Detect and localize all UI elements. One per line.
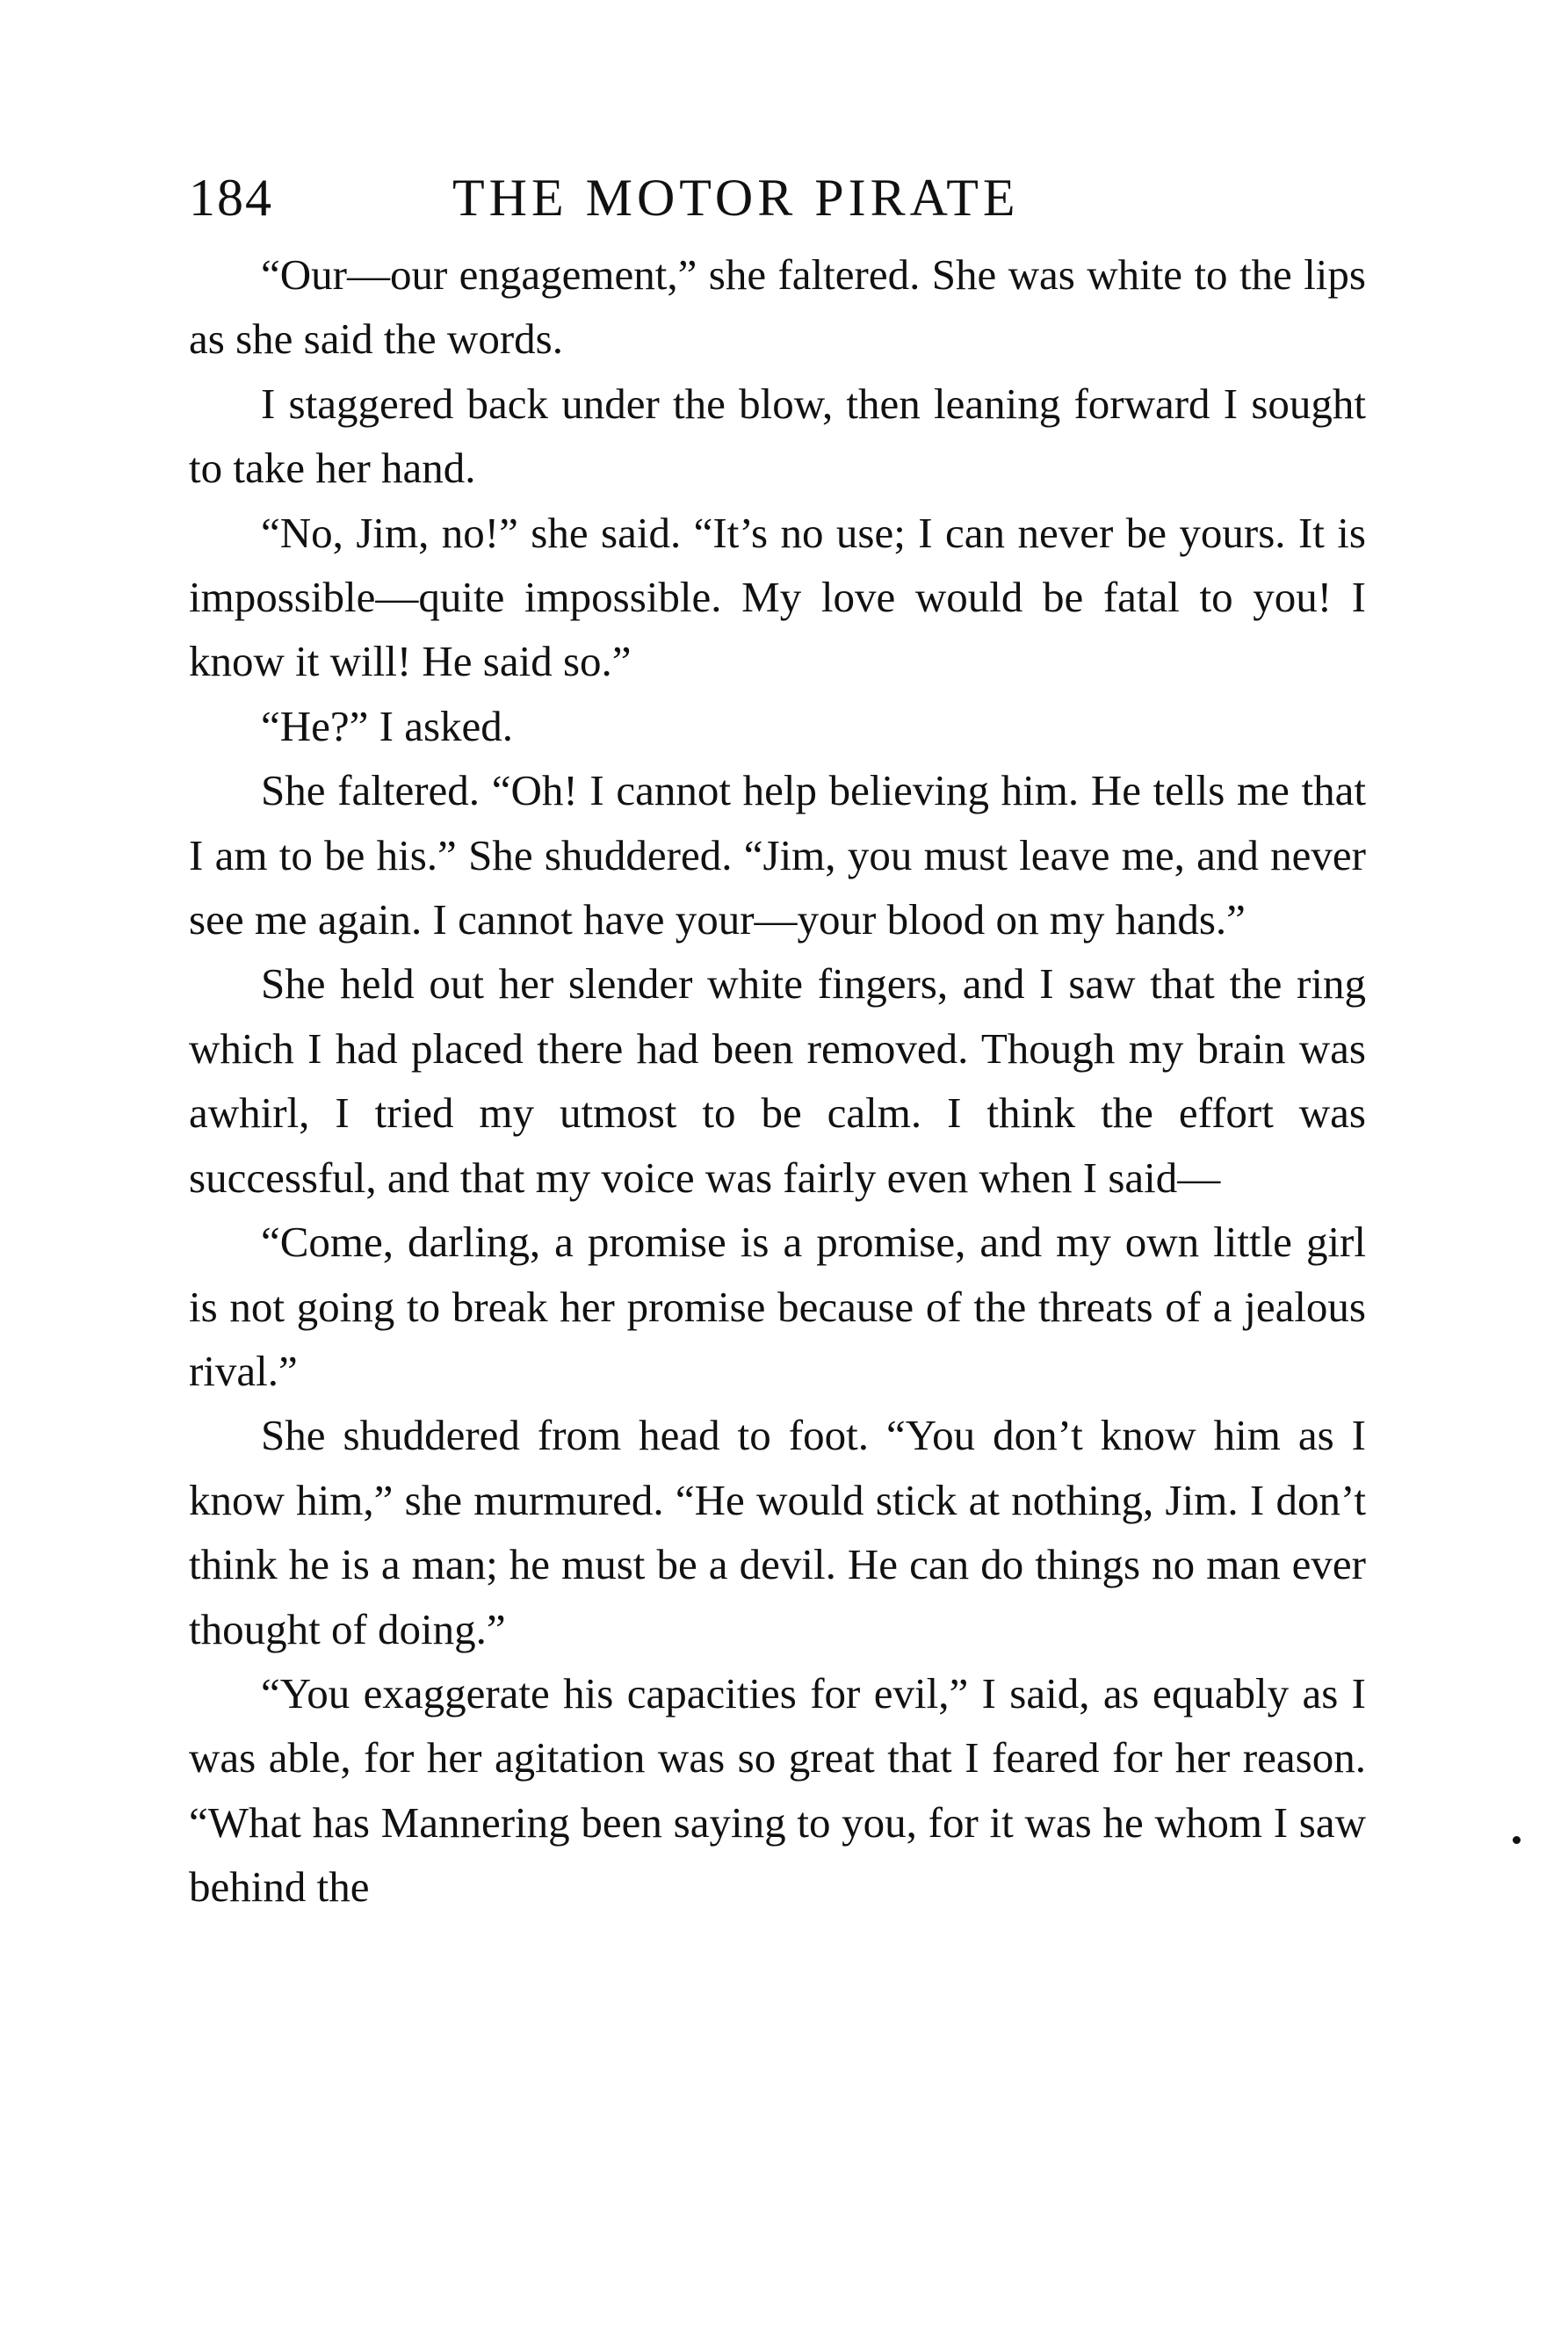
paragraph: She faltered. “Oh! I cannot help believing him. He tells me that I am to be his.” She shuddered. “Jim, you must leave me, and never see me again. I cannot have your—your blood on my hands.” [189,766,1366,944]
paragraph: I staggered back under the blow, then leaning forward I sought to take her hand. [189,379,1366,493]
paragraph: “Our—our engagement,” she faltered. She was white to the lips as she said the words. [189,250,1366,364]
book-page [189,158,1366,1920]
running-title: THE MOTOR PIRATE [452,169,1020,227]
ink-speck [1513,1836,1521,1844]
paragraph: “No, Jim, no!” she said. “It’s no use; I can never be yours. It is impossible—quite impossible. My love would be fatal to you! I know it will! He said so.” [189,508,1366,686]
paragraph: “He?” I asked. [261,701,514,750]
paragraph: She held out her slender white fingers, and I saw that the ring which I had placed there had been removed. Though my brain was awhirl, I tried my utmost to be calm. I think the effort was successful, and that my voice was fairly even when I said— [189,959,1366,1202]
page-number: 184 [189,169,273,227]
paragraph: “You exaggerate his capacities for evil,” I said, as equably as I was able, for her agitation was so great that I feared for her reason. “What has Mannering been saying to you, for it was he whom I saw behind the [189,1668,1366,1912]
paragraph: She shuddered from head to foot. “You don’t know him as I know him,” she murmured. “He would stick at nothing, Jim. I don’t think he is a man; he must be a devil. He can do things no man ever thought of doing.” [189,1411,1366,1653]
body-text [189,242,1366,1920]
paragraph: “Come, darling, a promise is a promise, and my own little girl is not going to break her promise because of the threats of a jealous rival.” [189,1218,1366,1395]
page-header [189,158,1366,237]
